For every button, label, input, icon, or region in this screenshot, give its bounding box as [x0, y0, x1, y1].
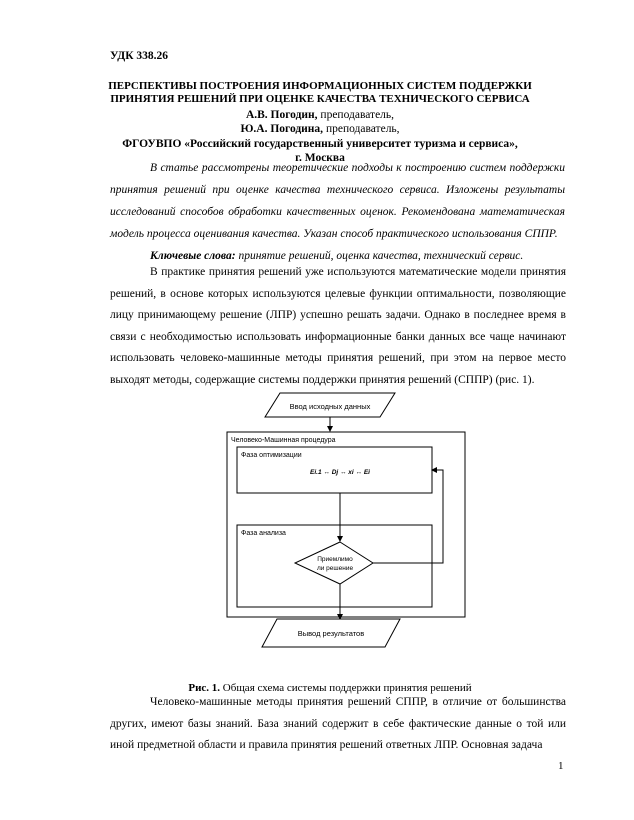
institution-line-2: г. Москва [295, 152, 345, 164]
author-1-role: преподаватель, [317, 109, 395, 121]
title-line-1: ПЕРСПЕКТИВЫ ПОСТРОЕНИЯ ИНФОРМАЦИОННЫХ СИСТЕМ ПОДДЕРЖКИ [108, 80, 532, 92]
procedure-label: Человеко-Машинная процедура [231, 437, 336, 444]
page-number: 1 [558, 760, 564, 772]
author-1 [100, 108, 540, 122]
decision-label-line-2: ли решение [316, 565, 354, 572]
paragraph-1: В практике принятия решений уже используются математические модели принятия решений, в основе которых используются целевые функции оптимальности, позволяющие лицу принимающему решение (ЛПР) успешно решать задачи. Однако в последнее время в связи с необходимостью использовать информационные банки данных все чаще начинают использовать человеко-машинные методы принятия решений, при этом на первое место выходят методы, содержащие системы поддержки принятия решений (СППР) (рис. 1). [110, 266, 566, 386]
caption-label: Рис. 1. [188, 682, 221, 694]
keywords-label: Ключевые слова: [150, 250, 236, 262]
optimization-phase-label: Фаза оптимизации [241, 452, 302, 459]
keywords-text: принятие решений, оценка качества, технический сервис. [235, 250, 524, 262]
output-label: Вывод результатов [297, 629, 365, 638]
abstract: В статье рассмотрены теоретические подходы к построению систем поддержки принятия решений при оценке качества технического сервиса. Изложены результаты исследований способов обработки качественных оценок. Рекомендована математическая модель процесса оценивания качества. Указан способ практического использования СППР. [110, 162, 565, 240]
title-line-2: ПРИНЯТИЯ РЕШЕНИЙ ПРИ ОЦЕНКЕ КАЧЕСТВА ТЕХНИЧЕСКОГО СЕРВИСА [110, 93, 530, 105]
decision-label-line-1: Приемлимо [317, 556, 353, 563]
author-2-name: Ю.А. Погодина, [240, 123, 324, 135]
article-title [100, 80, 540, 106]
input-label: Ввод исходных данных [289, 402, 371, 411]
udc-code: УДК 338.26 [110, 50, 169, 62]
paragraph-2: Человеко-машинные методы принятия решений СППР, в отличие от большинства других, имеют базы знаний. База знаний содержит в себе фактические данные о той или иной предметной области и правила принятия решений ответных ЛПР. Основная задача [110, 696, 566, 751]
flowchart-figure [225, 385, 470, 665]
caption-text: Общая схема системы поддержки принятия решений [220, 682, 472, 694]
optimization-formula: Ei.1 ↔ Dj ↔ xi ↔ Ei [310, 469, 370, 476]
institution-line-1: ФГОУВПО «Российский государственный университет туризма и сервиса», [122, 138, 518, 150]
author-2-role: преподаватель, [323, 123, 400, 135]
decision-diamond [295, 542, 373, 584]
analysis-phase-label: Фаза анализа [241, 530, 286, 537]
author-1-name: А.В. Погодин, [245, 109, 318, 121]
author-2 [100, 122, 540, 136]
